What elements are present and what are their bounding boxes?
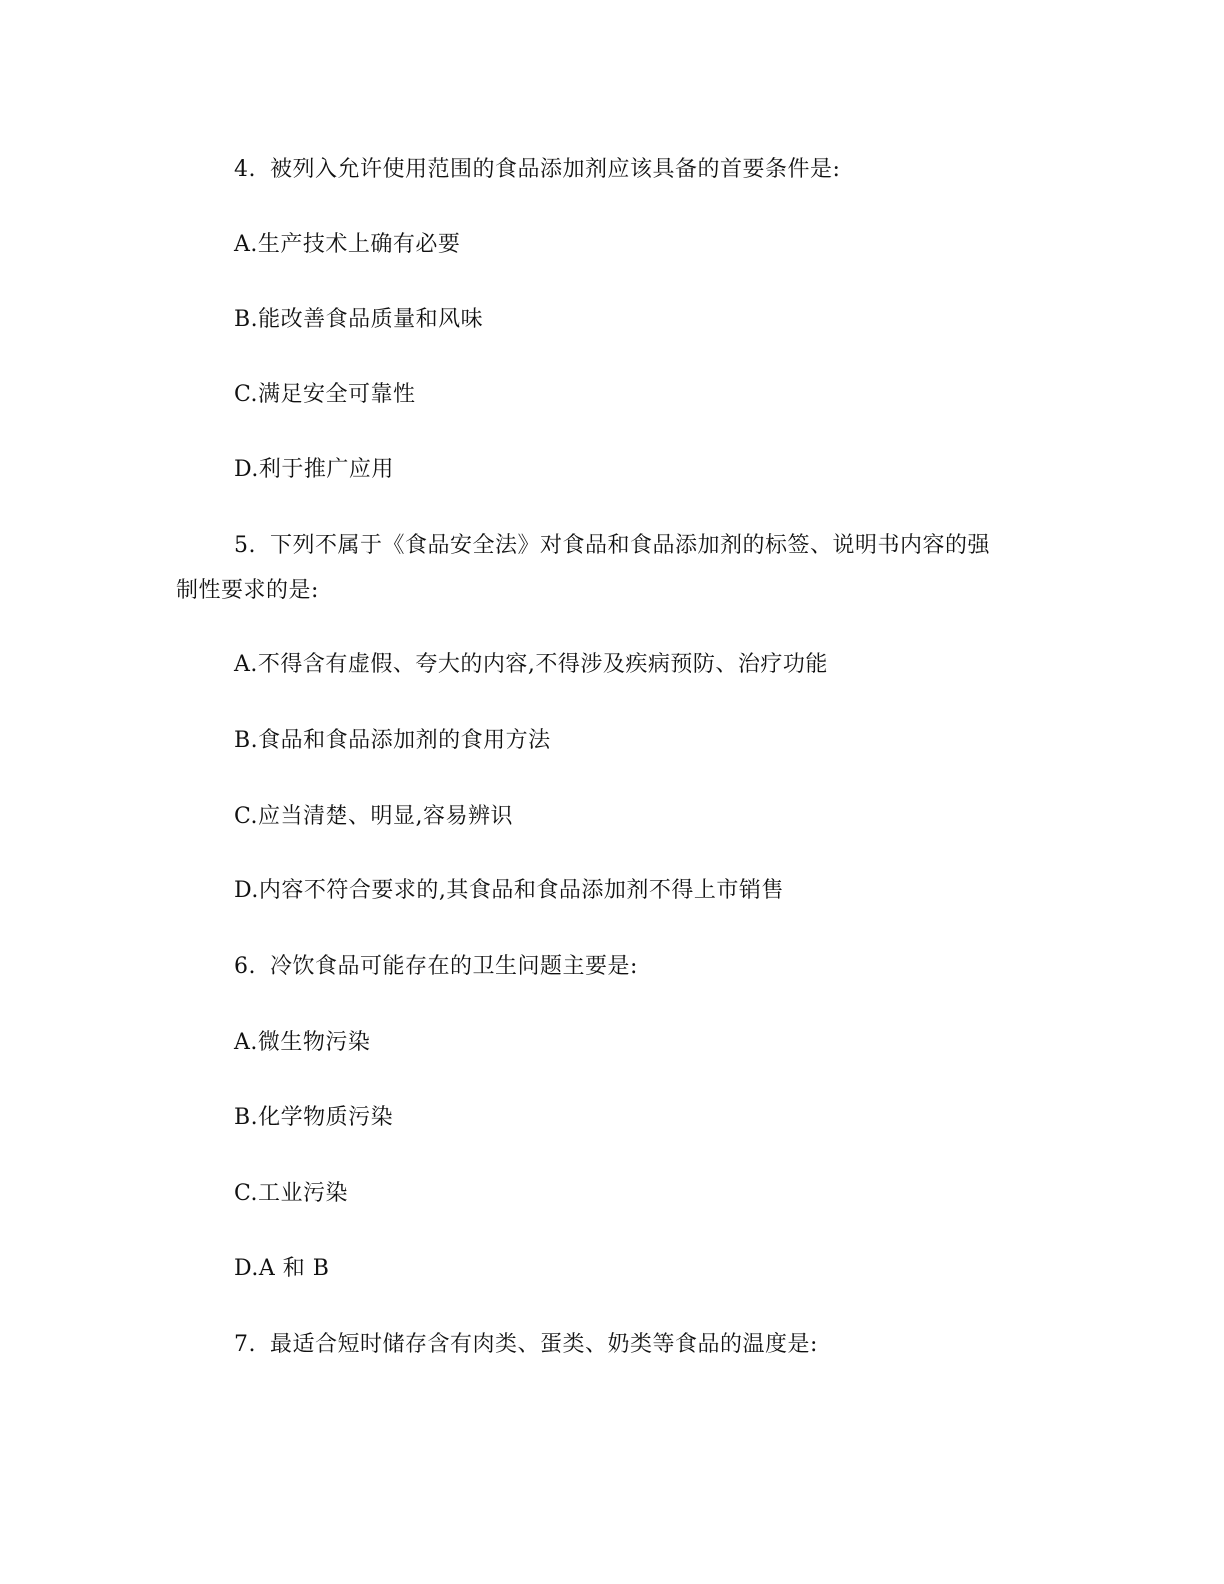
option-a: A.生产技术上确有必要 <box>234 232 461 257</box>
option-b: B.食品和食品添加剂的食用方法 <box>234 728 551 753</box>
question-text: 最适合短时储存含有肉类、蛋类、奶类等食品的温度是: <box>270 1332 818 1357</box>
question-4 <box>234 152 840 188</box>
question-number: 7. <box>234 1332 256 1357</box>
option-c: C.工业污染 <box>234 1181 349 1206</box>
question-text-line1: 下列不属于《食品安全法》对食品和食品添加剂的标签、说明书内容的强 <box>270 533 991 558</box>
option-d: D.内容不符合要求的,其食品和食品添加剂不得上市销售 <box>234 878 784 903</box>
option-c: C.满足安全可靠性 <box>234 382 416 407</box>
question-text-line2: 制性要求的是: <box>176 578 319 603</box>
question-number: 4. <box>234 157 256 182</box>
option-a: A.不得含有虚假、夸大的内容,不得涉及疾病预防、治疗功能 <box>234 652 828 677</box>
question-text: 冷饮食品可能存在的卫生问题主要是: <box>270 954 638 979</box>
question-5 <box>234 528 990 564</box>
option-d: D.A 和 B <box>234 1256 330 1281</box>
question-number: 5. <box>234 533 256 558</box>
option-b: B.能改善食品质量和风味 <box>234 307 484 332</box>
option-d: D.利于推广应用 <box>234 457 394 482</box>
question-7 <box>234 1327 818 1363</box>
question-text: 被列入允许使用范围的食品添加剂应该具备的首要条件是: <box>270 157 841 182</box>
question-number: 6. <box>234 954 256 979</box>
option-a: A.微生物污染 <box>234 1030 371 1055</box>
question-6 <box>234 949 638 985</box>
option-c: C.应当清楚、明显,容易辨识 <box>234 804 514 829</box>
option-b: B.化学物质污染 <box>234 1105 394 1130</box>
